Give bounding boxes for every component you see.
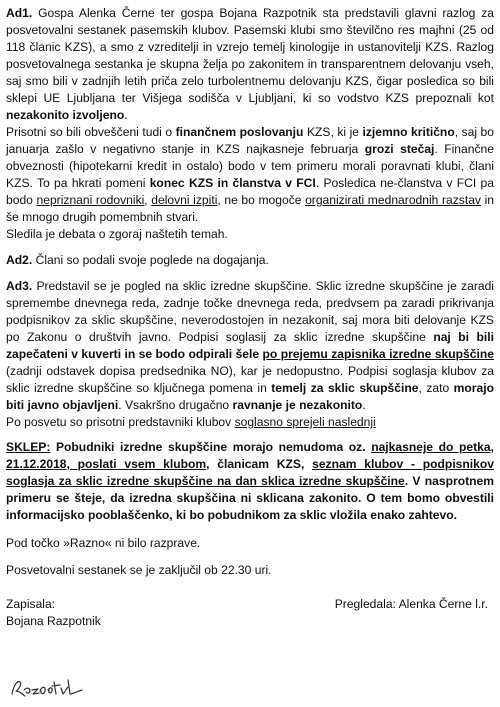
recorder-block [6, 596, 101, 630]
sklep-paragraph: SKLEP: Pobudniki izredne skupščine morajo nemudoma oz. najkasneje do petka, 21.12.2018, poslati vsem klubom, članicam KZS, seznam klubov - podpisnikov soglasja za sklic izredne skupščine na dan sklica izredne skupščine. V nasprotnem primeru se šteje, da izredna skupščina ni sklicana zakonito. O tem bomo obvestili informacijsko pooblaščenko, ki bo pobudnikom za sklic vložila enako zahtevo. [6, 440, 494, 522]
ad2-label: Ad2. [6, 253, 33, 267]
minutes-document [6, 5, 494, 630]
reviewer-label: Pregledala: Alenka Černe l.r. [334, 597, 488, 611]
closing-line: Posvetovalni sestanek se je zaključil ob 22.30 uri. [6, 563, 272, 577]
recorder-name: Bojana Razpotnik [6, 614, 101, 628]
ad1-label: Ad1. [6, 6, 33, 20]
ad3-label: Ad3. [6, 279, 33, 293]
ad1-finance-paragraph: Prisotni so bili obveščeni tudi o finančnem poslovanju KZS, ki je izjemno kritično, saj bo januarja zašlo v negativno stanje in KZS najkasneje februarja grozi stečaj. Finančne obveznosti (hipotekarni kredit in ostalo) bodo v tem primeru morali poravnati klubi, člani KZS. To pa hkrati pomeni konec KZS in članstva v FCI. Posledica ne-članstva v FCI pa bodo nepriznani rodovniki, delovni izpiti, ne bo mogoče organizirati mednarodnih razstav in še mnogo drugih pomembnih stvari. [6, 125, 495, 224]
ad3-paragraph: Ad3. Predstavil se je pogled na sklic izredne skupščine. Sklic izredne skupščine je zaradi spremembe dnevnega reda, zadnje točke dnevnega reda, predvsem pa zaradi prikrivanja podpisnikov za sklic skupščine, neverodostojen in nezakonit, saj mora biti delovanje KZS po Zakonu o društvih javno. Podpisi soglasij za sklic izredne skupščine naj bi bili zapečateni v kuverti in se bodo odpirali šele po prejemu zapisnika izredne skupščine (zadnji odstavek dopisa predsednika NO), kar je nedopustno. Podpisi soglasja klubov za sklic izredne skupščine so ključnega pomena in temelj za sklic skupščine, zato morajo biti javno objavljeni. Vsakršno drugačno ravnanje je nezakonito. [6, 279, 494, 412]
ad1-debate-line: Sledila je debata o zgoraj naštetih temah. [6, 227, 228, 241]
signature-block [6, 596, 494, 630]
razno-line: Pod točko »Razno« ni bilo razprave. [6, 536, 201, 550]
sklep-label: SKLEP: [6, 440, 51, 454]
recorder-label: Zapisala: [6, 597, 56, 611]
ad1-paragraph: Ad1. Gospa Alenka Černe ter gospa Bojana Razpotnik sta predstavili glavni razlog za posvetovalni sestanek pasemskih klubov. Pasemski klubi smo številčno res majhni (25 od 118 članic KZS), a smo z vzreditelji in vzrejo temelj kinologije in ustanovitelji KZS. Razlog posvetovalnega sestanka je skupna želja po zakonitem in transparentnem delovanju vseh, saj smo bili v zadnjih letih priča zelo turbolentnemu delovanju KZS, čigar posledica so bili sklepi UE Ljubljana ter Višjega sodišča v Ljubljani, ki so vodstvo KZS prepoznali kot nezakonito izvoljeno. [6, 6, 494, 122]
ad2-paragraph: Ad2. Člani so podali svoje poglede na dogajanja. [6, 253, 269, 267]
ad3-consult-line: Po posvetu so prisotni predstavniki klubov soglasno sprejeli naslednji [6, 415, 376, 429]
handwritten-signature-icon [8, 672, 88, 702]
